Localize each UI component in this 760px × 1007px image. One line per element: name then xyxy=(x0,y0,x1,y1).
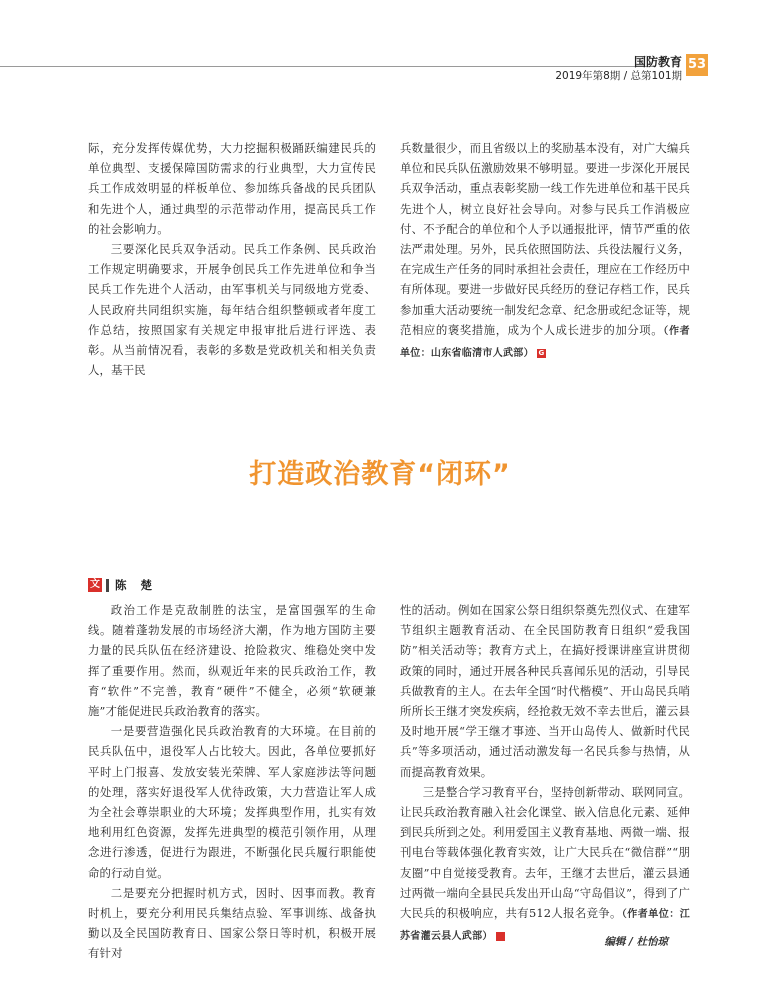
paragraph: 际，充分发挥传媒优势，大力挖掘积极踊跃编建民兵的单位典型、支援保障国防需求的行业典型，大力宣传民兵工作成效明显的样板单位、参加练兵备战的民兵团队和先进个人，通过典型的示范带动作用，提高民兵工作的社会影响力。 xyxy=(88,141,376,236)
editor-credit: 编辑 / 杜怡琼 xyxy=(604,936,668,948)
author-note: （作者单位：山东省临清市人武部） xyxy=(400,325,690,360)
article-title: 打造政治教育“闭环” xyxy=(249,459,511,490)
paragraph-text: 三是整合学习教育平台，坚持创新带动、联网同宣。让民兵政治教育融入社会化课堂、嵌入信息化元素、延伸到民兵所到之处。利用爱国主义教育基地、两微一端、报刊电台等载体强化教育实效，让广大民兵在“微信群”“朋友圈”中自觉接受教育。去年，王继才去世后，灌云县通过两微一端向全县民兵发出开山岛“守岛倡议”，得到了广大民兵的积极响应，共有512人报名竞争。 xyxy=(400,784,690,921)
article-left-column xyxy=(88,600,376,964)
end-mark-icon: G xyxy=(538,348,545,357)
paragraph xyxy=(400,782,690,948)
paragraph: 二是要充分把握时机方式，因时、因事而教。教育时机上，要充分利用民兵集结点验、军事训练、战备执勤以及全民国防教育日、国家公祭日等时机，积极开展有针对 xyxy=(88,885,376,961)
byline-tag: 文 xyxy=(90,579,100,590)
paragraph: 政治工作是克敌制胜的法宝，是富国强军的生命线。随着蓬勃发展的市场经济大潮，作为地方国防主要力量的民兵队伍在经济建设、抢险救灾、维稳处突中发挥了重要作用。然而，纵观近年来的民兵政治工作，教育“软件”不完善，教育“硬件”不健全，必须“软硬兼施”才能促进民兵政治教育的落实。 xyxy=(88,603,376,719)
author-note: （作者单位：江苏省灌云县人武部） xyxy=(400,909,690,943)
magazine-name: 国防教育 xyxy=(633,55,682,69)
author-name: 陈 楚 xyxy=(115,578,158,592)
page-number: 53 xyxy=(686,54,708,76)
header-rule xyxy=(0,66,655,67)
paragraph-text: 兵数量很少，而且省级以上的奖励基本没有，对广大编兵单位和民兵队伍激励效果不够明显。要进一步深化开展民兵双争活动，重点表彰奖励一线工作先进单位和基干民兵先进个人，树立良好社会导向。对参与民兵工作消极应付、不予配合的单位和个人予以通报批评，情节严重的依法严肃处理。另外，民兵依照国防法、兵役法履行义务，在完成生产任务的同时承担社会责任，理应在工作经历中有所体现。要进一步做好民兵经历的登记存档工作，民兵参加重大活动要统一制发纪念章、纪念册或纪念证等，规范相应的褒奖措施，成为个人成长进步的加分项。 xyxy=(400,141,690,337)
paragraph: 一是要营造强化民兵政治教育的大环境。在目前的民兵队伍中，退役军人占比较大。因此，各单位要抓好平时上门报喜、发放安装光荣牌、军人家庭涉法等问题的处理，落实好退役军人优待政策，大力营造让军人成为全社会尊崇职业的大环境；发挥典型作用，扎实有效地利用红色资源，发挥先进典型的模范引领作用，从理念进行渗透，促进行为跟进，不断强化民兵履行职能使命的行动自觉。 xyxy=(88,724,376,880)
paragraph xyxy=(400,138,690,364)
issue-info: 2019年第8期 / 总第101期 xyxy=(555,70,682,82)
top-article-left-column xyxy=(88,138,376,380)
byline xyxy=(88,578,157,592)
paragraph: 性的活动。例如在国家公祭日组织祭奠先烈仪式、在建军节组织主题教育活动、在全民国防教育日组织“爱我国防”相关活动等；教育方式上，在搞好授课讲座宣讲贯彻政策的同时，通过开展各种民兵喜闻乐见的活动，引导民兵做教育的主人。在去年全国“时代楷模”、开山岛民兵哨所所长王继才突发疾病，经抢救无效不幸去世后，灌云县及时地开展“学王继才事迹、当开山岛传人、做新时代民兵”等多项活动，通过活动激发每一名民兵参与热情，从而提高教育效果。 xyxy=(400,603,690,779)
paragraph: 三要深化民兵双争活动。民兵工作条例、民兵政治工作规定明确要求，开展争创民兵工作先进单位和争当民兵工作先进个人活动，由军事机关与同级地方党委、人民政府共同组织实施，每年结合组织整顿或者年度工作总结，按照国家有关规定申报审批后进行评选、表彰。从当前情况看，表彰的多数是党政机关和相关负责人，基干民 xyxy=(88,242,376,378)
top-article-right-column xyxy=(400,138,690,364)
article-right-column xyxy=(400,600,690,947)
byline-divider xyxy=(106,579,109,592)
end-mark-icon: G xyxy=(496,932,505,941)
